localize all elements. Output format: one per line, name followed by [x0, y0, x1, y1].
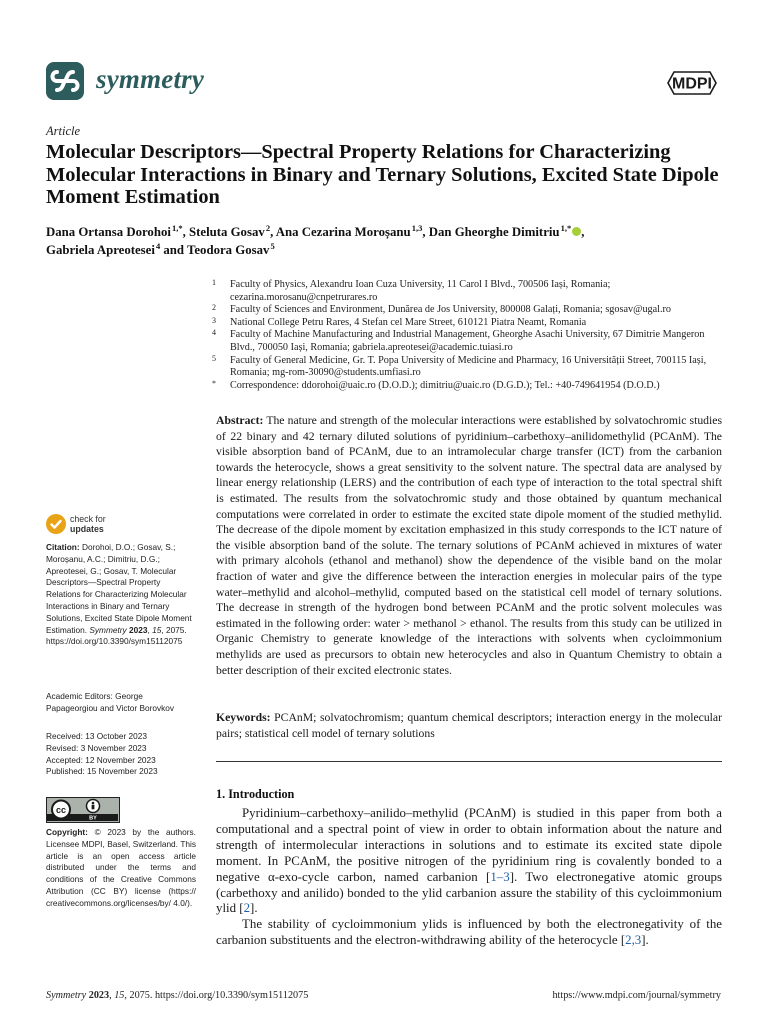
keywords-text: PCAnM; solvatochromism; quantum chemical descriptors; interaction energy in the molecular pairs; statistical cell model of ternary solutions: [216, 711, 722, 740]
paragraph-text: ].: [641, 933, 649, 948]
paragraph-text: Pyridinium–carbethoxy–anilido–methylid (PCAnM) is studied in this paper from both a computational and a spectral point of view in order to obtain information about the nature and strength of intermolecular interactions in solutions and to estimate its excited state dipole moment. In PCAnM, the positive nitrogen of the pyridinium ring is covalently bonded to a negative α-exo-cycle carbon, named carbanion [: [216, 806, 722, 884]
footer-year: 2023: [88, 990, 110, 1001]
introduction-body: [216, 806, 722, 949]
author-affiliation-marker: 4: [155, 240, 161, 251]
author-name[interactable]: Teodora Gosav: [187, 242, 270, 257]
citation-journal: Symmetry: [89, 624, 127, 635]
author-name[interactable]: Steluta Gosav: [189, 225, 265, 239]
author-name[interactable]: Ana Cezarina Moroșanu: [275, 225, 411, 239]
affiliation-item: [212, 304, 728, 317]
abstract-label: Abstract:: [216, 414, 264, 427]
affiliation-number: 2: [212, 303, 216, 313]
citation-label: Citation:: [46, 542, 80, 552]
abstract-text: The nature and strength of the molecular interactions were established by solvatochromic studies of 22 binary and 42 ternary diluted solutions of pyridinium–carbethoxy–anilidomethylid (PCAnM). The visible absorption band of PCAnM, due to an intramolecular charge transfer (ICT) from the carbanion towards the heterocycle, shows a great sensitivity to the solvent nature. The spectral data are analysed by linear energy relationship (LERS) and the contribution of each type of interaction to the total spectral shift is estimated. The results from the solvatochromic study and those obtained by quantum mechanical computations were correlated in order to estimate the excited state dipole moment of the studied methylid. The decrease of the dipole moment by excitation emphasized in this study corresponds to the ICT nature of the visible absorption band of the solute. The ternary solutions of PCAnM achieved in mixtures of water with primary alcohols (ethanol and methanol) show the dependence of the visible band on the molar fraction of water and give the difference between the interaction energies in molecular pairs of the type water–methylid and alcohol–methylid, computed based on the statistical cell model of ternary solutions. The decrease in strength of the hydrogen bond between PCAnM and the protic solvent molecules was estimated in the following order: water > methanol > ethanol. The results from this study can be utilized in Organic Chemistry to generate knowledge of the interactions with solvents when cycloimmonium methylids are used as precursors to obtain new heterocycles and also in Quantum Chemistry to obtain a better description of their excited electronic states.: [216, 414, 722, 677]
copyright-block: [46, 827, 196, 910]
author-affiliation-marker: 1,3: [411, 223, 423, 233]
paragraph-text: The stability of cycloimmonium ylids is influenced by both the electronegativity of the carbanion substituents and the electron-withdrawing ability of the heterocycle [: [216, 917, 722, 948]
check-updates-line1: check for: [70, 514, 106, 524]
abstract: [216, 413, 722, 678]
affiliation-text: Faculty of Physics, Alexandru Ioan Cuza University, 11 Carol I Blvd., 700506 Iași, Romania; cezarina.morosanu@cnpetrurares.ro: [230, 279, 611, 303]
paragraph: [216, 917, 722, 949]
footer-volume: 15: [114, 990, 125, 1001]
affiliation-number: 4: [212, 328, 216, 338]
author-affiliation-marker: 1,*: [560, 223, 572, 233]
citation-volume: 15: [152, 624, 162, 635]
affiliation-item: [212, 329, 728, 354]
check-for-updates-icon[interactable]: [46, 514, 66, 534]
correspondence-item: [212, 380, 728, 393]
keywords: [216, 710, 722, 741]
author-name[interactable]: Dan Gheorghe Dimitriu: [428, 225, 560, 239]
citation-link[interactable]: 2,3: [625, 933, 642, 948]
affiliation-number: *: [212, 378, 216, 388]
journal-name[interactable]: symmetry: [96, 64, 205, 94]
cc-badge-text: cc: [55, 805, 67, 815]
cc-by-license-badge[interactable]: [46, 797, 120, 823]
paragraph: [216, 806, 722, 917]
publication-dates: [46, 731, 196, 778]
citation-text: Dorohoi, D.O.; Gosav, S.; Moroșanu, A.C.; Dimitriu, D.G.; Apreotesei, G.; Gosav, T. Molecular Descriptors—Spectral Property Relations for Characterizing Molecular Interactions in Binary and Ternary Solutions, Excited State Dipole Moment Estimation.: [46, 542, 192, 635]
affiliation-number: 1: [212, 278, 216, 287]
accepted-date: Accepted: 12 November 2023: [46, 754, 156, 765]
check-updates-line2: updates: [70, 524, 104, 534]
affiliation-text: National College Petru Rares, 4 Stefan cel Mare Street, 610121 Piatra Neamt, Romania: [230, 316, 587, 328]
affiliation-text: Faculty of Sciences and Environment, Dunărea de Jos University, 800008 Galați, Romania; sgosav@ugal.ro: [230, 304, 672, 316]
by-badge-text: BY: [89, 815, 97, 821]
published-date: Published: 15 November 2023: [46, 766, 158, 777]
affiliation-item: [212, 279, 728, 304]
citation-doi[interactable]: , 2075. https://doi.org/10.3390/sym15112075: [46, 624, 187, 647]
publisher-name: MDPI: [672, 75, 712, 93]
section-divider: [216, 761, 722, 762]
revised-date: Revised: 3 November 2023: [46, 742, 147, 753]
article-title: Molecular Descriptors—Spectral Property Relations for Characterizing Molecular Interactions in Binary and Ternary Solutions, Excited State Dipole Moment Estimation: [46, 141, 719, 209]
paragraph-text: ].: [250, 901, 258, 916]
paragraph-text: ]. Two electronegative atomic groups (carbethoxy and anilido) bonded to the ylid carbanion assure the stability of this cycloimmonium ylid [: [216, 869, 722, 916]
author-affiliation-marker: 5: [270, 240, 275, 251]
check-for-updates-button[interactable]: [70, 514, 106, 534]
journal-logo-icon: [46, 62, 84, 100]
author-name[interactable]: Dana Ortansa Dorohoi: [46, 225, 171, 239]
article-type: Article: [46, 124, 81, 138]
footer-journal-url[interactable]: https://www.mdpi.com/journal/symmetry: [552, 990, 721, 1001]
affiliation-number: 3: [212, 315, 216, 325]
citation-link[interactable]: 2: [243, 901, 251, 916]
section-heading: 1. Introduction: [216, 787, 295, 801]
affiliation-number: 5: [212, 353, 216, 363]
citation-block: Citation: Dorohoi, D.O.; Gosav, S.; Moroșanu, A.C.; Dimitriu, D.G.; Apreotesei, G.; Gosav, T. Molecular Descriptors—Spectral Property Relations for Characterizing Molecular Interactions in Binary and Ternary Solutions, Excited State Dipole Moment Estimation. Symmetry 2023, 15, 2075. https://doi.org/10.3390/sym15112075: [46, 542, 192, 647]
author-affiliation-marker: 2: [265, 223, 271, 233]
copyright-label: Copyright:: [46, 827, 88, 837]
author-list: Dana Ortansa Dorohoi $^{1,*}$, Steluta Gosav $^2$, Ana Cezarina Moroșanu $^{1,3}$, Dan Gheorghe Dimitriu $^{1,*}$ , Gabriela Apreotesei $^4$ and Teodora Gosav $^5$: [46, 223, 585, 257]
footer-doi[interactable]: , 2075. https://doi.org/10.3390/sym15112075: [124, 990, 309, 1001]
footer-journal: Symmetry: [46, 990, 87, 1001]
mdpi-logo[interactable]: [666, 70, 718, 96]
copyright-text: © 2023 by the authors. Licensee MDPI, Basel, Switzerland. This article is an open access article distributed under the terms and conditions of the Creative Commons Attribution (CC BY) license (https:// creativecommons.org/licenses/by/ 4.0/).: [46, 827, 196, 908]
affiliation-item: [212, 355, 728, 380]
author-name[interactable]: Gabriela Apreotesei: [46, 242, 155, 257]
academic-editors: Academic Editors: George Papageorgiou and Victor Borovkov: [46, 691, 175, 713]
footer-citation: Symmetry 2023, 15, 2075. https://doi.org/10.3390/sym15112075: [46, 990, 309, 1001]
correspondence-text: Correspondence: ddorohoi@uaic.ro (D.O.D.); dimitriu@uaic.ro (D.G.D.); Tel.: +40-749641954 (D.O.D.): [230, 379, 660, 391]
affiliation-text: Faculty of Machine Manufacturing and Industrial Management, Gheorghe Asachi University, 67 Dimitrie Mangeron Blvd., 700050 Iași, Romania; gabriela.apreotesei@academic.tuiasi.ro: [230, 329, 705, 353]
affiliation-item: [212, 317, 728, 330]
affiliation-list: [212, 279, 728, 392]
author-affiliation-marker: 1,*: [171, 223, 183, 233]
citation-year: 2023: [129, 624, 148, 635]
orcid-icon[interactable]: [572, 227, 581, 236]
received-date: Received: 13 October 2023: [46, 731, 148, 741]
citation-link[interactable]: 1–3: [490, 869, 510, 884]
keywords-label: Keywords:: [216, 711, 271, 724]
affiliation-text: Faculty of General Medicine, Gr. T. Popa University of Medicine and Pharmacy, 16 Universității Street, 700115 Iași, Romania; mg-rom-30090@students.umfiasi.ro: [230, 354, 707, 379]
